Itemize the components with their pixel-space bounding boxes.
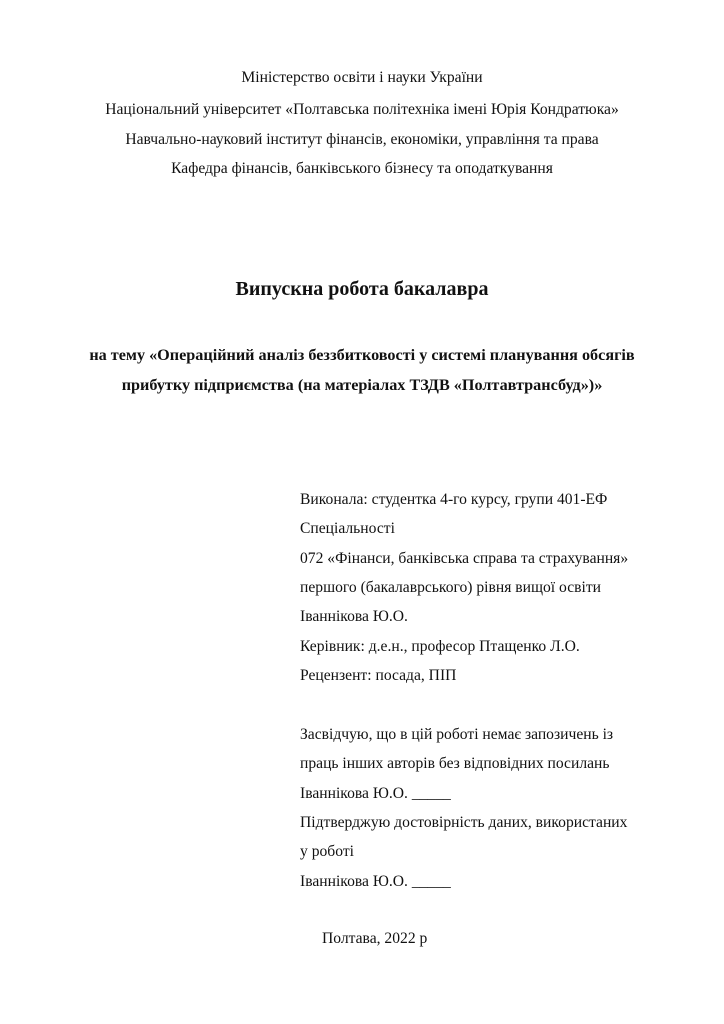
- ministry-name: Міністерство освіти і науки України: [241, 69, 483, 86]
- signature-line: Іваннікова Ю.О. _____: [300, 785, 451, 802]
- author-line: 072 «Фінанси, банківська справа та страхування»: [300, 550, 629, 567]
- declaration-line: праць інших авторів без відповідних посилань: [300, 755, 610, 772]
- topic-line-2: прибутку підприємства (на матеріалах ТЗДВ «Полтавтрансбуд»)»: [121, 376, 603, 394]
- author-name: Іваннікова Ю.О.: [300, 608, 408, 625]
- declaration-line: Підтверджую достовірність даних, використаних: [300, 814, 628, 831]
- document-title: Випускна робота бакалавра: [235, 278, 489, 300]
- declaration-line: у роботі: [300, 843, 354, 860]
- declaration-line: Засвідчую, що в цій роботі немає запозичень із: [300, 726, 614, 743]
- reviewer-line: Рецензент: посада, ПІП: [300, 667, 457, 684]
- department-name: Кафедра фінансів, банківського бізнесу та оподаткування: [171, 160, 553, 177]
- institute-name: Навчально-науковий інститут фінансів, економіки, управління та права: [125, 131, 599, 148]
- topic-line-1: на тему «Операційний аналіз беззбитковості у системі планування обсягів: [89, 346, 635, 364]
- author-line: Виконала: студентка 4-го курсу, групи 401-ЕФ: [300, 491, 608, 508]
- signature-line: Іваннікова Ю.О. _____: [300, 873, 451, 890]
- author-line: Спеціальності: [300, 520, 395, 537]
- university-name: Національний університет «Полтавська політехніка імені Юрія Кондратюка»: [105, 101, 619, 118]
- author-line: першого (бакалаврського) рівня вищої освіти: [300, 579, 602, 596]
- supervisor-line: Керівник: д.е.н., професор Птащенко Л.О.: [300, 638, 580, 655]
- place-year: Полтава, 2022 р: [322, 930, 428, 947]
